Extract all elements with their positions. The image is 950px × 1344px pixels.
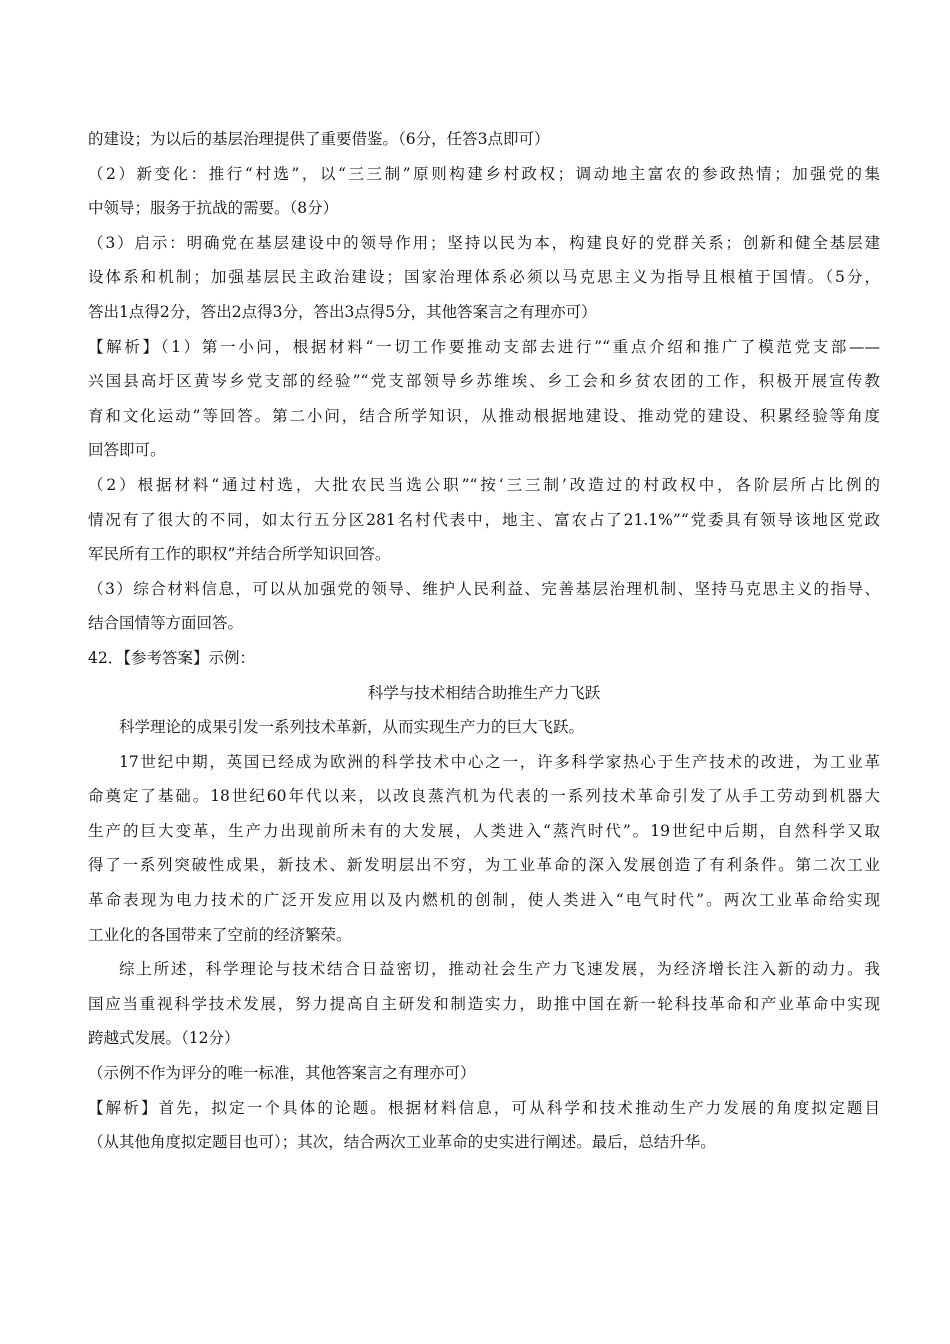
text-line: （3）启示：明确党在基层建设中的领导作用；坚持以民为本，构建良好的党群关系；创新和健全基层建 <box>88 233 880 252</box>
text-line: 【解析】（1）第一小问，根据材料“一切工作要推动支部去进行”“重点介绍和推广了模范党支部—— <box>88 337 880 356</box>
text-line: （3）综合材料信息，可以从加强党的领导、维护人民利益、完善基层治理机制、坚持马克思主义的指导、 <box>88 579 880 598</box>
text-line: 兴国县高圩区黄岑乡党支部的经验”“党支部领导乡苏维埃、乡工会和乡贫农团的工作，积极开展宣传教 <box>88 372 880 391</box>
text-line: （2）新变化：推行“村选”，以“三三制”原则构建乡村政权；调动地主富农的参政热情；加强党的集 <box>88 164 880 183</box>
text-line: 国应当重视科学技术发展，努力提高自主研发和制造实力，助推中国在新一轮科技革命和产业革命中实现 <box>88 994 880 1013</box>
text-line: 的建设；为以后的基层治理提供了重要借鉴。（6分，任答3点即可） <box>88 130 550 148</box>
text-line: 科学理论的成果引发一系列技术革新，从而实现生产力的巨大飞跃。 <box>119 718 585 737</box>
text-line: 生产的巨大变革，生产力出现前所未有的大发展，人类进入“蒸汽时代”。19世纪中后期，自然科学又取 <box>88 821 880 840</box>
text-line: 得了一系列突破性成果，新技术、新发明层出不穷，为工业革命的深入发展创造了有利条件。第二次工业 <box>88 856 880 875</box>
document-page <box>88 122 880 1160</box>
text-line: 育和文化运动”等回答。第二小问，结合所学知识，从推动根据地建设、推动党的建设、积累经验等角度 <box>88 406 880 425</box>
text-line: 跨越式发展。（12分） <box>88 1029 240 1048</box>
text-line: 【解析】首先，拟定一个具体的论题。根据材料信息，可从科学和技术推动生产力发展的角度拟定题目 <box>88 1098 880 1117</box>
text-line: 设体系和机制；加强基层民主政治建设；国家治理体系必须以马克思主义为指导且根植于国情。（5分， <box>88 268 880 287</box>
question-number-line: 42．【参考答案】示例： <box>88 648 255 667</box>
text-line: 军民所有工作的职权”并结合所学知识回答。 <box>88 545 391 564</box>
text-line: 结合国情等方面回答。 <box>88 614 244 633</box>
essay-title: 科学与技术相结合助推生产力飞跃 <box>367 683 601 702</box>
text-line: （从其他角度拟定题目也可）；其次，结合两次工业革命的史实进行阐述。最后，总结升华。 <box>88 1133 716 1152</box>
text-line: （示例不作为评分的唯一标准，其他答案言之有理亦可） <box>88 1064 476 1083</box>
text-line: 综上所述，科学理论与技术结合日益密切，推动社会生产力飞速发展，为经济增长注入新的动力。我 <box>119 960 880 979</box>
text-line: 革命表现为电力技术的广泛开发应用以及内燃机的创制，使人类进入“电气时代”。两次工业革命给实现 <box>88 891 880 910</box>
text-line: 17世纪中期，英国已经成为欧洲的科学技术中心之一，许多科学家热心于生产技术的改进，为工业革 <box>119 752 880 771</box>
text-line: 中领导；服务于抗战的需要。（8分） <box>88 199 339 218</box>
text-line: 工业化的各国带来了空前的经济繁荣。 <box>88 925 352 944</box>
text-line: 答出1点得2分，答出2点得3分，答出3点得5分，其他答案言之有理亦可） <box>88 302 597 321</box>
text-line: 命奠定了基础。18世纪60年代以来，以改良蒸汽机为代表的一系列技术革命引发了从手工劳动到机器大 <box>88 787 880 806</box>
text-line: （2）根据材料“通过村选，大批农民当选公职”“按‘三三制’改造过的村政权中，各阶层所占比例的 <box>88 475 880 494</box>
text-line: 回答即可。 <box>88 441 166 460</box>
text-line: 情况有了很大的不同，如太行五分区281名村代表中，地主、富农占了21.1%”“党委具有领导该地区党政 <box>88 510 880 529</box>
